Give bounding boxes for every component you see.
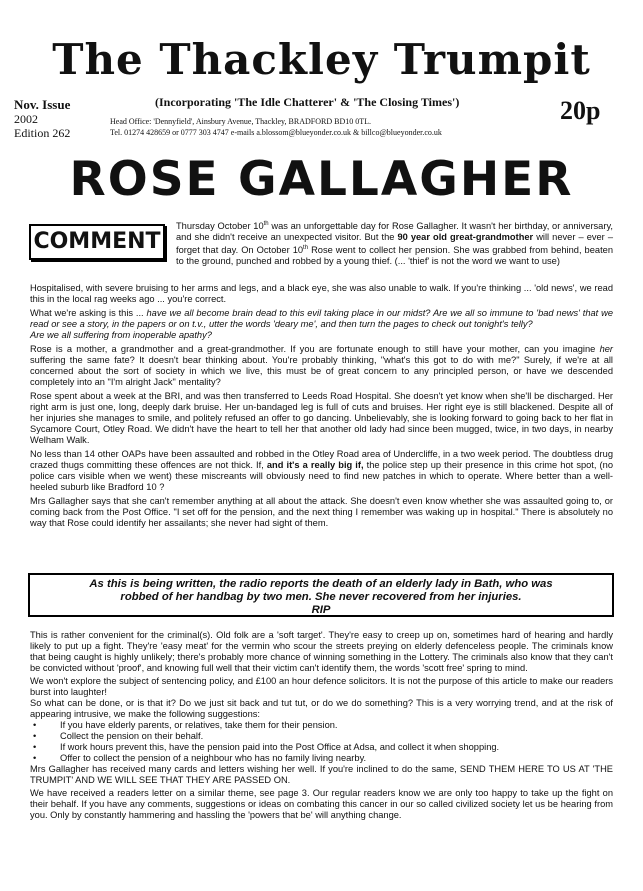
issue-year: 2002 — [14, 112, 38, 126]
paragraph — [30, 344, 613, 388]
paragraph: Are we all suffering from inoperable apathy? — [30, 330, 212, 340]
office-contact: Tel. 01274 428659 or 0777 303 4747 e-mails a.blossom@blueyonder.co.uk & billco@blueyonder.co.uk — [110, 128, 442, 137]
office-address: Head Office: 'Dennyfield', Ainsbury Avenue, Thackley, BRADFORD BD10 0TL. — [110, 117, 371, 126]
breaking-news-line: robbed of her handbag by two men. She never recovered from her injuries. — [120, 591, 522, 603]
paragraph-text: suffering the same fate? It doesn't bear thinking about. You're probably thinking, "what's this got to do with me?" Surely, if we're at all concerned about the sort of society in which we live, this must be of great concern to any principled person, or have we descended completely into an "I'm alright Jack" mentality? — [30, 355, 613, 387]
paragraph: Rose spent about a week at the BRI, and was then transferred to Leeds Road Hospital. She doesn't yet know when she'll be discharged. Her right arm is just one, long, deeply dark bruise. Her un-bandaged leg is full of cuts and bruises. Her right eye is still blackened. Despite all of her injuries she manages to smile, and politely refused an offer to go dancing. Unbelievably, she is looking forward to going back to her flat in Sycamore Court, Otley Road. We didn't have the heart to tell her that another old lady had since been mugged, twice, in two days, in nearby Welham Walk. — [30, 391, 613, 445]
breaking-news-line: As this is being written, the radio reports the death of an elderly lady in Bath, who was — [89, 578, 553, 590]
paragraph: Hospitalised, with severe bruising to her arms and legs, and a black eye, she was also unable to walk. If you're thinking ... 'old news', we read this in the local rag weeks ago ... you're correct. — [30, 283, 613, 304]
office-details — [110, 116, 442, 138]
masthead-title: The Thackley Trumpit — [52, 35, 591, 84]
issue-month: Nov. Issue — [14, 97, 71, 112]
issue-info — [14, 98, 70, 140]
paragraph: So what can be done, or is that it? Do we just sit back and tut tut, or do we do something? This is a very worrying trend, and at the risk of appearing intrusive, we make the following suggestions: — [30, 698, 613, 719]
list-item: • If work hours prevent this, have the pension paid into the Post Office at Adsa, and collect it when shopping. — [30, 742, 613, 753]
paragraph: Mrs Gallagher says that she can't remember anything at all about the attack. She doesn't even know whether she was assaulted going to, or coming back from the Post Office. "I set off for the pension, and the next thing I remember was waking up in hospital." There is absolutely no way that Rose could identify her assailants; she never had sight of them. — [30, 496, 613, 528]
paragraph: This is rather convenient for the criminal(s). Old folk are a 'soft target'. They're easy to creep up on, sometimes hard of hearing and hardly likely to put up a fight. They're 'easy meat' for the vermin who scour the streets preying on elderly defenceless people. The criminals know that being caught is highly unlikely; there's probably more chance of winning something in the Lottery. The criminals also know that they can't be convicted without 'proof', and knowing full well that their victim can't identify them, the words 'scott free' spring to mind. — [30, 630, 613, 673]
lead-sup-a: th — [263, 221, 269, 227]
paragraph — [30, 308, 613, 330]
comment-badge: COMMENT — [29, 224, 165, 260]
price: 20p — [560, 96, 601, 125]
suggestions-list — [30, 720, 613, 764]
lead-bold: 90 year old great-grandmother — [397, 232, 534, 243]
paragraph: Mrs Gallagher has received many cards and letters wishing her well. If you're inclined to do the same, SEND THEM HERE TO US AT 'THE TRUMPIT' AND WE WILL SEE THAT THEY ARE PASSED ON. — [30, 764, 613, 785]
list-item: • Collect the pension on their behalf. — [30, 731, 613, 742]
lead-text-d: Rose went to collect her pension. She was grabbed from behind, beaten to the ground, punched and robbed by a young thief. (... 'thief' is not the word we want to use) — [176, 245, 613, 267]
paragraph-text: What we're asking is this ... — [30, 308, 147, 318]
lead-paragraph — [176, 219, 613, 267]
paragraph-italic: her — [599, 344, 613, 354]
paragraph-text: No less than 14 other OAPs have been assaulted and robbed in the Otley Road area of Undercliffe, in a two week period. The doubtless drug crazed thugs committing these offences are not thick. If, — [30, 449, 613, 470]
issue-edition: Edition 262 — [14, 126, 71, 140]
paragraph — [30, 449, 613, 493]
paragraph-text: Rose is a mother, a grandmother and a great-grandmother. If you are fortunate enough to still have your mother, can you imagine — [30, 344, 600, 354]
paragraph-bold: and it's a really big if, — [266, 460, 364, 470]
paragraph-italic: have we all become brain dead to this evil taking place in our midst? Are we all so immune to 'bad news' that we read or see a story, in the papers or on t.v., utter the words 'deary me', and then turn the pages to check out tonight's telly? — [30, 308, 613, 329]
paragraph: We won't explore the subject of sentencing policy, and £100 an hour defence solicitors. It is not the purpose of this article to make our readers burst into laughter! — [30, 676, 613, 697]
article-body-bottom — [30, 630, 613, 821]
lead-text-a: Thursday October 10 — [176, 221, 264, 232]
paragraph: We have received a readers letter on a similar theme, see page 3. Our regular readers know we are only too happy to take up the fight on their behalf. If you have any comments, suggestions or ideas on combating this cancer in our so called civilized society let us be hearing from you. Only by constantly hammering and hassling the 'powers that be' will anything change. — [30, 788, 613, 820]
rip-label: RIP — [311, 604, 331, 616]
masthead-subtitle: (Incorporating 'The Idle Chatterer' & 'The Closing Times') — [155, 95, 460, 109]
article-body-top — [30, 283, 613, 529]
lead-text-c: will never – ever – forget that day. On October 10 — [176, 232, 613, 256]
lead-sup-c: th — [303, 245, 309, 252]
paragraph-text: the police step up their presence in this crime hot spot, (no police cars visible when we went) these miscreants will obviously need to find new patches in which to operate. Where better than a well-heeled suburb like Bradford 10 ? — [30, 460, 613, 492]
list-item: • Offer to collect the pension of a neighbour who has no family living nearby. — [30, 753, 613, 764]
list-item: • If you have elderly parents, or relatives, take them for their pension. — [30, 720, 613, 731]
breaking-news-box — [28, 573, 614, 617]
lead-text-b: was an unforgettable day for Rose Gallagher. It wasn't her birthday, or anniversary, and she didn't receive an unexpected visitor. But the — [176, 221, 613, 243]
headline: ROSE GALLAGHER — [69, 152, 574, 207]
